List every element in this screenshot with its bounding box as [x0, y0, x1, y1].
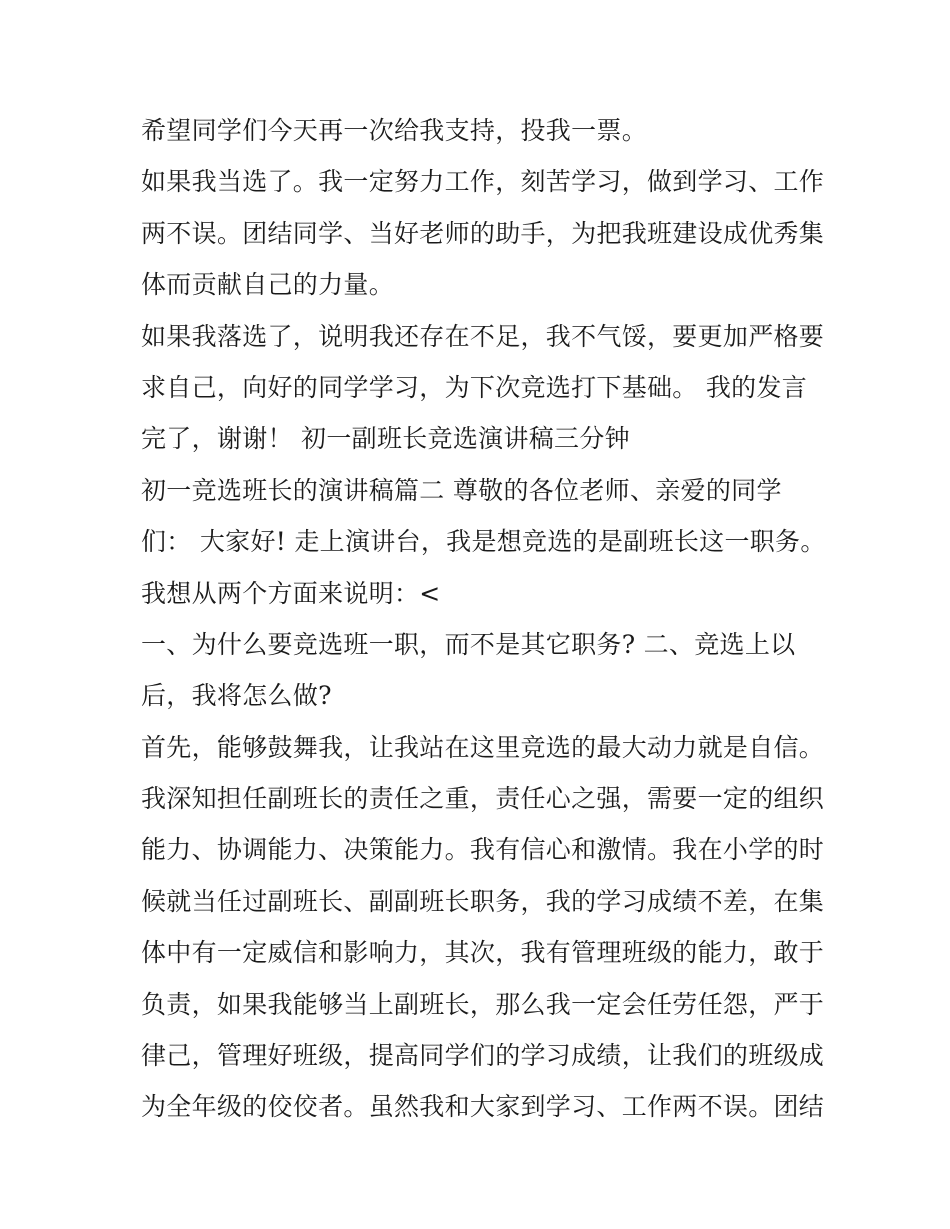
text-line: 如果我落选了，说明我还存在不足，我不气馁，要更加严格要	[141, 321, 825, 351]
text-line: 完了，谢谢！ 初一副班长竞选演讲稿三分钟	[141, 424, 630, 454]
text-line: 首先，能够鼓舞我，让我站在这里竞选的最大动力就是自信。	[141, 732, 825, 762]
text-line: 后，我将怎么做?	[141, 681, 332, 711]
text-line: 两不误。团结同学、当好老师的助手，为把我班建设成优秀集	[141, 218, 825, 248]
text-line: 为全年级的佼佼者。虽然我和大家到学习、工作两不误。团结	[141, 1092, 825, 1122]
text-line: 体而贡献自己的力量。	[141, 270, 395, 300]
text-line: 们： 大家好! 走上演讲台，我是想竞选的是副班长这一职务。	[141, 527, 826, 557]
text-line: 体中有一定威信和影响力，其次，我有管理班级的能力，敢于	[141, 938, 825, 968]
text-line: 候就当任过副班长、副副班长职务，我的学习成绩不差，在集	[141, 886, 825, 916]
text-line: 能力、协调能力、决策能力。我有信心和激情。我在小学的时	[141, 835, 825, 865]
document-body	[141, 105, 826, 1133]
text-line: 如果我当选了。我一定努力工作，刻苦学习，做到学习、工作	[141, 167, 825, 197]
text-line: 我想从两个方面来说明：<	[141, 578, 441, 608]
text-line: 我深知担任副班长的责任之重，责任心之强，需要一定的组织	[141, 784, 825, 814]
text-line: 一、为什么要竞选班一职，而不是其它职务? 二、竞选上以	[141, 629, 796, 659]
text-line: 希望同学们今天再一次给我支持，投我一票。	[141, 116, 648, 145]
text-line: 初一竞选班长的演讲稿篇二 尊敬的各位老师、亲爱的同学	[141, 475, 782, 505]
text-line: 负责，如果我能够当上副班长，那么我一定会任劳任怨，严于	[141, 989, 825, 1019]
text-line: 求自己，向好的同学学习，为下次竞选打下基础。 我的发言	[141, 372, 808, 402]
text-line: 律己，管理好班级，提高同学们的学习成绩，让我们的班级成	[141, 1041, 825, 1071]
